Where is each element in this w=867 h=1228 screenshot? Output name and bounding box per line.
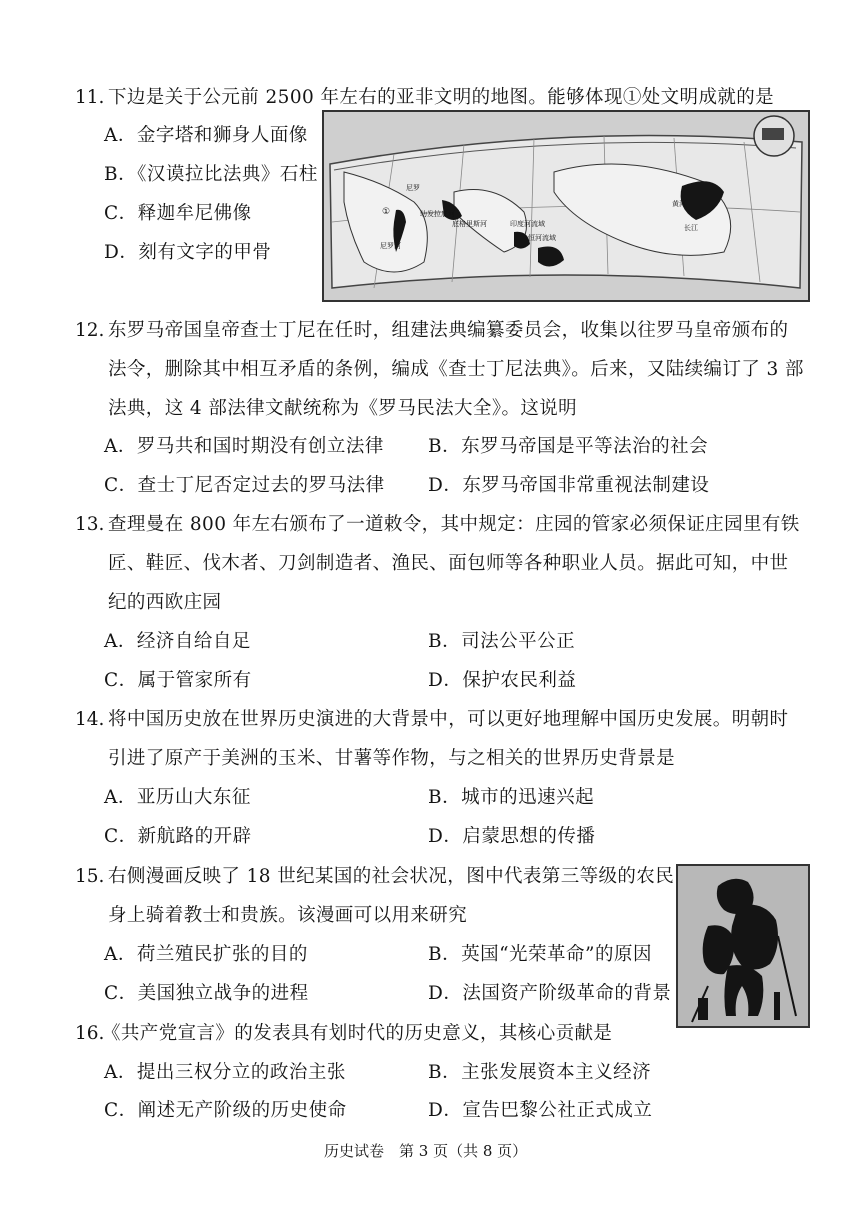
map-label-tigris: 底格里斯河 (452, 220, 487, 228)
q12-option-d: D．东罗马帝国非常重视法制建设 (428, 475, 710, 496)
q12-option-c: C．查士丁尼否定过去的罗马法律 (104, 475, 385, 496)
q12-stem-line1: 东罗马帝国皇帝查士丁尼在任时，组建法典编纂委员会，收集以往罗马皇帝颁布的 (108, 320, 789, 341)
q13-number: 13. (75, 514, 105, 535)
q16-option-d: D．宣告巴黎公社正式成立 (428, 1100, 653, 1121)
afro-asian-civilizations-map (322, 110, 810, 302)
q12-option-a: A．罗马共和国时期没有创立法律 (104, 436, 384, 457)
q16-number: 16. (75, 1023, 105, 1044)
map-marker-1: ① (382, 207, 391, 217)
q15-number: 15. (75, 866, 105, 887)
q11-option-b: B．《汉谟拉比法典》石柱 (104, 164, 318, 185)
q14-option-d: D．启蒙思想的传播 (428, 826, 596, 847)
q13-option-a: A．经济自给自足 (104, 631, 251, 652)
q11-option-c: C．释迦牟尼佛像 (104, 203, 252, 224)
q14-stem-line2: 引进了原产于美洲的玉米、甘薯等作物，与之相关的世界历史背景是 (108, 748, 676, 769)
q13-option-b: B．司法公平公正 (428, 631, 576, 652)
q12-stem-line2: 法令，删除其中相互矛盾的条例，编成《查士丁尼法典》。后来，又陆续编订了 3 部 (108, 359, 804, 380)
q15-option-b: B．英国“光荣革命”的原因 (428, 944, 653, 965)
map-label-indus: 印度河流域 (510, 220, 545, 228)
q11-option-d: D．刻有文字的甲骨 (104, 242, 272, 263)
q12-option-b: B．东罗马帝国是平等法治的社会 (428, 436, 709, 457)
q13-option-d: D．保护农民利益 (428, 670, 577, 691)
q15-option-a: A．荷兰殖民扩张的目的 (104, 944, 308, 965)
q14-stem-line1: 将中国历史放在世界历史演进的大背景中，可以更好地理解中国历史发展。明朝时 (108, 709, 789, 730)
q13-option-c: C．属于管家所有 (104, 670, 252, 691)
map-label-nile-top: 尼罗 (406, 184, 420, 192)
q13-stem-line3: 纪的西欧庄园 (108, 592, 222, 613)
third-estate-cartoon (676, 864, 810, 1028)
q13-stem-line1: 查理曼在 800 年左右颁布了一道敕令，其中规定：庄园的管家必须保证庄园里有铁 (108, 514, 800, 535)
q15-option-c: C．美国独立战争的进程 (104, 983, 309, 1004)
map-label-nile: 尼罗河 (380, 242, 401, 250)
q11-option-a: A．金字塔和狮身人面像 (104, 125, 308, 146)
q11-stem: 下边是关于公元前 2500 年左右的亚非文明的地图。能够体现①处文明成就的是 (108, 87, 775, 108)
q15-stem-line2: 身上骑着教士和贵族。该漫画可以用来研究 (108, 905, 468, 926)
q13-stem-line2: 匠、鞋匠、伐木者、刀剑制造者、渔民、面包师等各种职业人员。据此可知，中世 (108, 553, 789, 574)
q12-number: 12. (75, 320, 105, 341)
q16-option-b: B．主张发展资本主义经济 (428, 1062, 652, 1083)
map-label-ganges: 恒河流域 (528, 234, 556, 242)
map-label-yellow: 黄河 (672, 200, 686, 208)
map-label-yangtze: 长江 (684, 224, 698, 232)
q16-option-c: C．阐述无产阶级的历史使命 (104, 1100, 347, 1121)
q14-number: 14. (75, 709, 105, 730)
q14-option-a: A．亚历山大东征 (104, 787, 251, 808)
page-footer: 历史试卷 第 3 页（共 8 页） (324, 1142, 528, 1160)
q11-number: 11. (75, 87, 105, 108)
q14-option-b: B．城市的迅速兴起 (428, 787, 595, 808)
q16-option-a: A．提出三权分立的政治主张 (104, 1062, 346, 1083)
q15-option-d: D．法国资产阶级革命的背景 (428, 983, 672, 1004)
q12-stem-line3: 法典，这 4 部法律文献统称为《罗马民法大全》。这说明 (108, 398, 578, 419)
q16-stem: 《共产党宣言》的发表具有划时代的历史意义，其核心贡献是 (102, 1023, 613, 1044)
map-label-euphrates: 幼发拉底河 (420, 210, 455, 218)
q15-stem-line1: 右侧漫画反映了 18 世纪某国的社会状况，图中代表第三等级的农民 (108, 866, 675, 887)
q14-option-c: C．新航路的开辟 (104, 826, 252, 847)
